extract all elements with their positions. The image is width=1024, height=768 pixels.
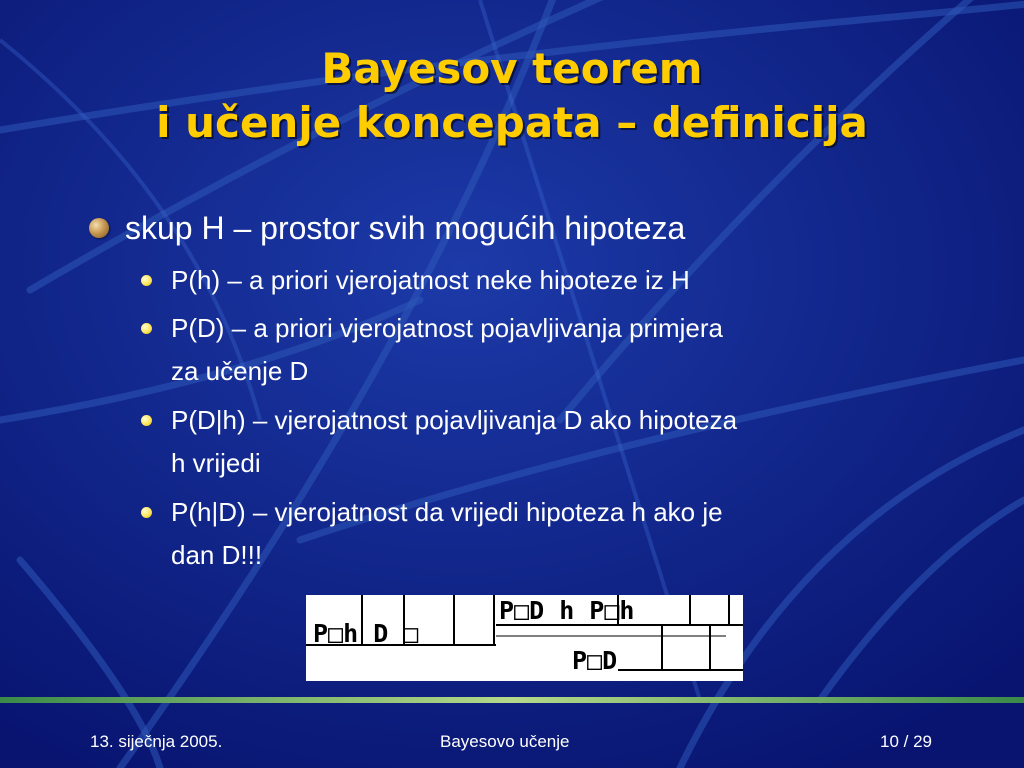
footer-title: Bayesovo učenje [440, 732, 570, 751]
dot-bullet-icon [141, 507, 152, 518]
sub-bullet-prior-d-line2: za učenje D [171, 356, 309, 386]
footer-rule [0, 697, 1024, 703]
sub-bullet-prior-d-line1: P(D) – a priori vjerojatnost pojavljivanja primjera [171, 313, 723, 343]
dot-bullet-icon [141, 275, 152, 286]
formula-denominator: P□D [572, 646, 618, 675]
title-line-2: i učenje koncepata – definicija [156, 98, 868, 147]
sub-bullet-posterior-line2: dan D!!! [171, 540, 263, 570]
formula-numerator: P□D h P□h [499, 596, 635, 625]
sub-bullet-likelihood-line2: h vrijedi [171, 448, 261, 478]
dot-bullet-icon [141, 323, 152, 334]
bullet-hypothesis-space: skup H – prostor svih mogućih hipoteza [125, 210, 686, 246]
title-line-1: Bayesov teorem [321, 44, 703, 93]
sphere-bullet-icon [89, 218, 109, 238]
sub-bullet-prior-h: P(h) – a priori vjerojatnost neke hipoteze iz H [171, 265, 690, 295]
footer-date: 13. siječnja 2005. [90, 732, 223, 751]
footer-page-number: 10 / 29 [880, 732, 932, 751]
dot-bullet-icon [141, 415, 152, 426]
sub-bullet-posterior-line1: P(h|D) – vjerojatnost da vrijedi hipoteza h ako je [171, 497, 723, 527]
formula-lhs: P□h D □ [313, 619, 419, 648]
sub-bullet-likelihood-line1: P(D|h) – vjerojatnost pojavljivanja D ako hipoteza [171, 405, 738, 435]
bayes-formula-image [306, 595, 743, 681]
